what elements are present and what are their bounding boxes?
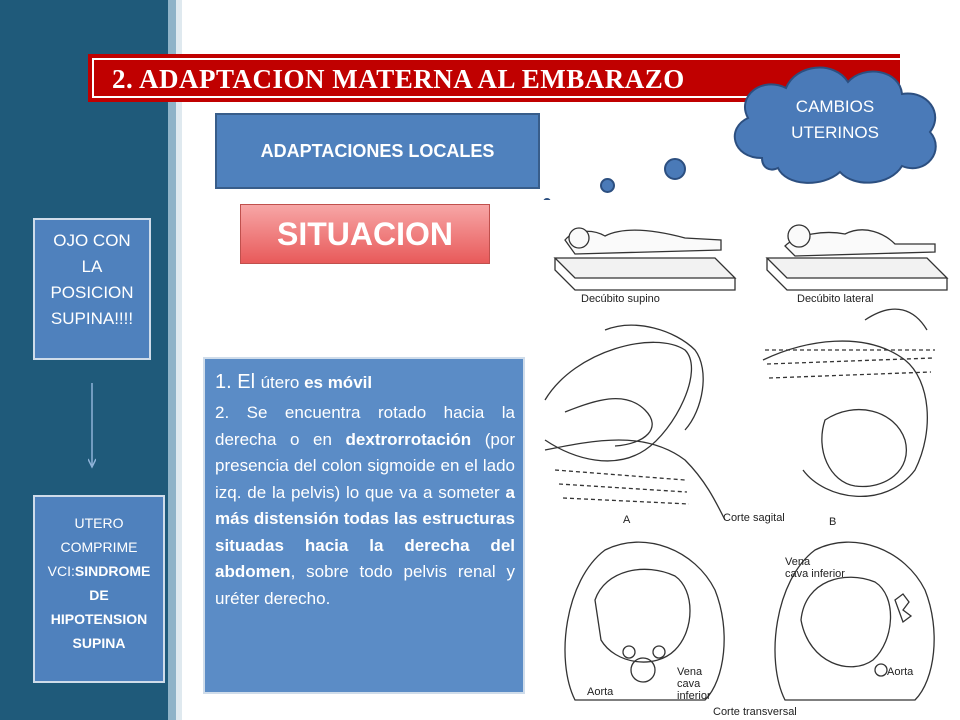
cloud-line-2: UTERINOS — [791, 123, 879, 142]
cloud-text — [722, 94, 948, 146]
ojo-line-3: POSICION — [50, 283, 134, 302]
item-2-a: 2. Se encuentra rotado hacia la derecha o en — [215, 403, 515, 449]
label-vena-right: Vena — [785, 556, 811, 568]
item-1-mid: útero — [260, 373, 305, 392]
utero-line-1: UTERO — [74, 515, 124, 531]
utero-line-3-prefix: VCI: — [47, 563, 75, 579]
anatomy-illustration — [535, 200, 960, 720]
cloud-callout — [722, 58, 948, 190]
label-vena-left: Vena — [677, 666, 703, 678]
utero-line-3-bold: SINDROME — [74, 563, 151, 579]
item-2-b: dextrorrotación — [345, 429, 472, 449]
thought-bubble-medium — [600, 178, 615, 193]
adaptaciones-locales-box: ADAPTACIONES LOCALES — [215, 113, 540, 189]
anatomy-drawing-icon — [535, 200, 960, 720]
label-cava-inferior-right: cava inferior — [785, 568, 845, 580]
utero-line-2: COMPRIME — [60, 539, 138, 555]
utero-line-4-bold: DE — [89, 587, 109, 603]
utero-line-6-bold: SUPINA — [72, 635, 126, 651]
ojo-line-2: LA — [81, 257, 103, 276]
label-aorta-left: Aorta — [587, 686, 614, 698]
utero-line-6 — [35, 631, 163, 655]
ojo-line-4: SUPINA!!!! — [50, 309, 134, 328]
item-2-c: (por presencia del colon sigmoide en el lado izq. de la pelvis) lo que va a someter — [215, 429, 515, 502]
label-inferior-left: inferior — [677, 690, 711, 702]
label-a: A — [623, 514, 631, 526]
cloud-line-1: CAMBIOS — [795, 97, 875, 116]
item-1-bold: es móvil — [304, 373, 373, 392]
utero-line-5-bold: HIPOTENSION — [50, 611, 148, 627]
ojo-posicion-note — [33, 218, 151, 360]
label-decubito-supino: Decúbito supino — [581, 293, 660, 305]
thought-bubble-large — [664, 158, 686, 180]
sidebar-stripe-light — [176, 0, 182, 720]
slide-title: 2. ADAPTACION MATERNA AL EMBARAZO — [112, 64, 685, 94]
item-1-prefix: 1. El — [215, 371, 261, 393]
label-decubito-lateral: Decúbito lateral — [797, 293, 874, 305]
arrow-down-icon — [88, 383, 96, 469]
utero-comprime-note — [33, 495, 165, 683]
situacion-box: SITUACION — [240, 204, 490, 264]
utero-line-4 — [35, 583, 163, 607]
label-cava-left: cava — [677, 678, 701, 690]
label-corte-transversal: Corte transversal — [713, 706, 797, 718]
item-2-e: , sobre todo pelvis renal y uréter derecho. — [215, 562, 515, 608]
label-b: B — [829, 516, 837, 528]
label-corte-sagital: Corte sagital — [723, 512, 785, 524]
utero-line-5 — [35, 607, 163, 631]
item-1 — [215, 369, 515, 396]
ojo-line-1: OJO CON — [53, 231, 131, 250]
label-aorta-right: Aorta — [887, 666, 914, 678]
item-2-d: a más distensión todas las estructuras situadas hacia la derecha del abdomen — [215, 482, 515, 581]
item-2 — [215, 400, 515, 612]
main-text-box — [203, 357, 525, 694]
sidebar-stripe — [168, 0, 176, 720]
utero-line-3 — [35, 559, 163, 583]
